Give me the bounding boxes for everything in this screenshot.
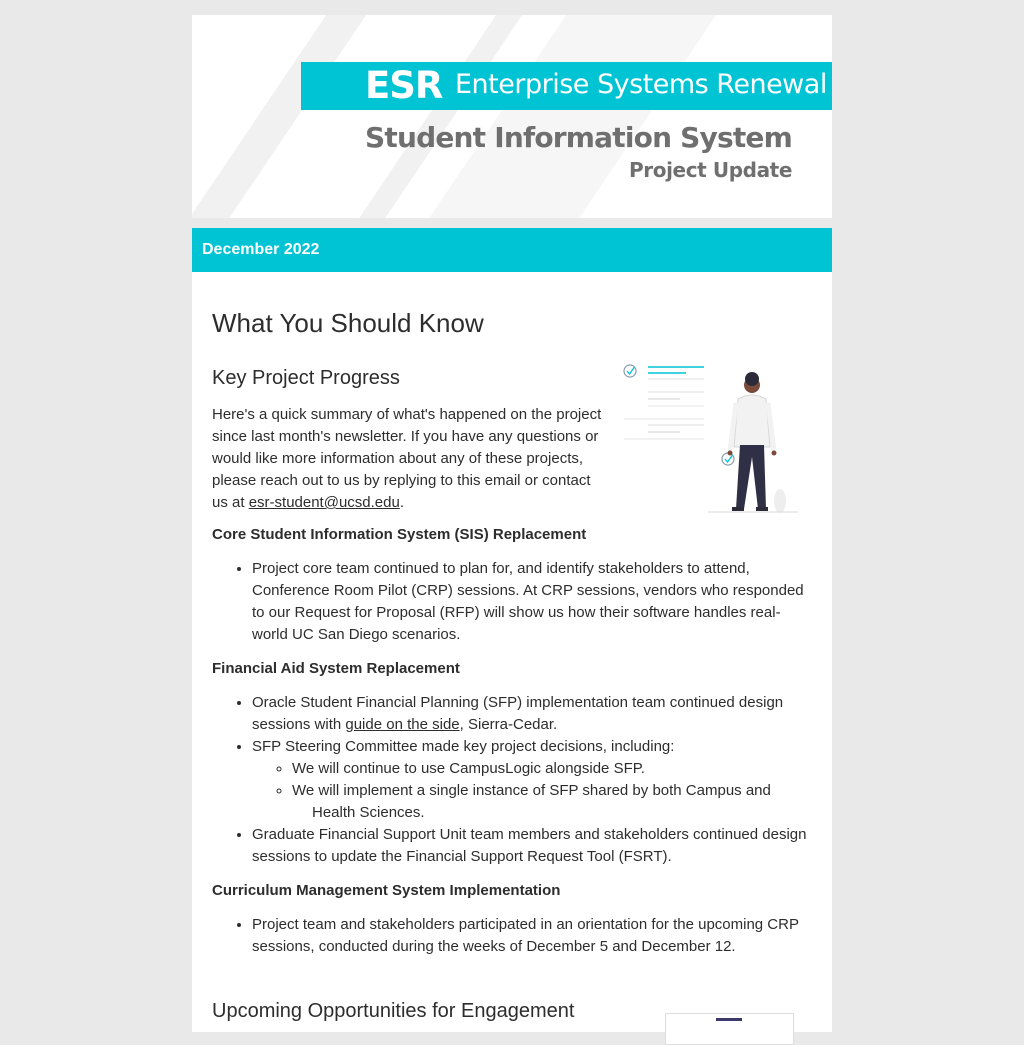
esr-name: Enterprise Systems Renewal [455,69,827,100]
email-link[interactable]: esr-student@ucsd.edu [248,494,400,511]
section-title-sis: Core Student Information System (SIS) Replacement [212,526,587,543]
list-item: • Project core team continued to plan for, and identify stakeholders to attend, Conference Room Pilot (CRP) sessions. At CRP sessions, vendors who responded to our Request for Proposal (RFP) will show us how their software handles real-world UC San Diego scenarios. [252,558,812,646]
sub-list-item: ◦ We will continue to use CampusLogic alongside SFP. [292,758,812,780]
banner-title: Student Information System [365,121,792,154]
header-banner [192,15,832,218]
upcoming-thumbnail-image [665,1013,794,1045]
sub-list-item: ◦ We will implement a single instance of SFP shared by both Campus and Health Sciences. [292,780,812,824]
main-content [192,272,832,1032]
section-title-financial-aid: Financial Aid System Replacement [212,660,460,677]
banner-stripe [192,15,393,218]
curriculum-bullet-list [212,914,812,958]
esr-logo: ESR [365,64,443,107]
financial-aid-bullet-list [212,692,812,868]
key-progress-intro: Here's a quick summary of what's happened on the project since last month's newsletter. If you have any questions or would like more information about any of these projects, please reach out to us by replying to this email or contact us at esr-student@ucsd.edu. [212,406,602,511]
esr-bar [301,62,832,110]
list-item: • Project team and stakeholders participated in an orientation for the upcoming CRP sessions, conducted during the weeks of December 5 and December 12. [252,914,812,958]
date-band: December 2022 [192,228,832,272]
key-progress-heading: Key Project Progress [212,367,400,389]
sis-bullet-list [212,558,812,646]
banner-subtitle: Project Update [629,158,792,182]
page-heading: What You Should Know [212,308,484,338]
sub-bullet-list [252,758,812,824]
upcoming-heading: Upcoming Opportunities for Engagement [212,1000,575,1022]
key-progress-block [212,367,812,514]
list-item: • SFP Steering Committee made key project decisions, including: ◦ We will continue to use CampusLogic alongside SFP. ◦ We will implement a single instance of SFP shared by both Campus and Health Sciences. [252,736,812,824]
list-item: • Oracle Student Financial Planning (SFP) implementation team continued design sessions with guide on the side, Sierra-Cedar. [252,692,812,736]
newsletter [192,15,832,1032]
checklist-person-illustration [620,359,810,519]
section-title-curriculum: Curriculum Management System Implementation [212,882,561,899]
guide-on-the-side-link[interactable]: guide on the side [345,716,460,733]
list-item: • Graduate Financial Support Unit team members and stakeholders continued design sessions to update the Financial Support Request Tool (FSRT). [252,824,812,868]
